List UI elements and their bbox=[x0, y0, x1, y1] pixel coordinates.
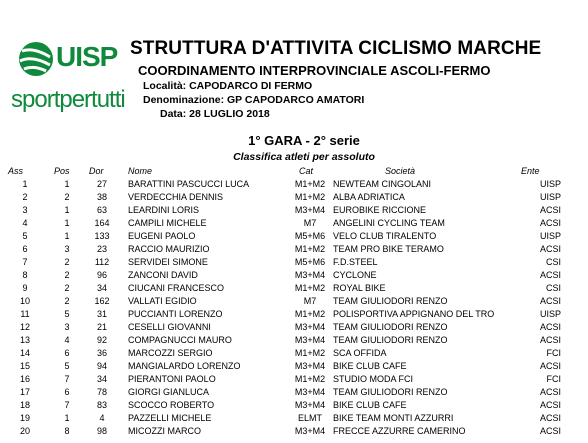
cell-ente: ACSI bbox=[539, 322, 561, 332]
cell-nome: ZANCONI DAVID bbox=[128, 270, 198, 280]
cell-nome: PAZZELLI MICHELE bbox=[128, 413, 212, 423]
col-soc: Società bbox=[385, 166, 416, 176]
cell-ass: 12 bbox=[19, 322, 30, 332]
cell-dor: 63 bbox=[96, 205, 107, 215]
cell-dor: 34 bbox=[96, 283, 107, 293]
cell-dor: 98 bbox=[96, 426, 107, 436]
cell-ass: 15 bbox=[19, 361, 30, 371]
cell-soc: BIKE CLUB CAFE bbox=[333, 400, 407, 410]
cell-cat: M7 bbox=[303, 296, 317, 306]
cell-cat: M1+M2 bbox=[294, 374, 326, 384]
cell-dor: 4 bbox=[99, 413, 105, 423]
cell-cat: M1+M2 bbox=[294, 283, 326, 293]
cell-ass: 9 bbox=[22, 283, 28, 293]
table-row bbox=[0, 309, 588, 322]
table-row bbox=[0, 192, 588, 205]
cell-dor: 38 bbox=[96, 192, 107, 202]
cell-soc: FRECCE AZZURRE CAMERINO bbox=[333, 426, 466, 436]
cell-cat: M3+M4 bbox=[294, 387, 326, 397]
cell-dor: 78 bbox=[96, 387, 107, 397]
cell-cat: M7 bbox=[303, 218, 317, 228]
cell-ass: 11 bbox=[20, 309, 30, 319]
cell-dor: 27 bbox=[96, 179, 107, 189]
cell-ente: UISP bbox=[539, 309, 561, 319]
cell-pos: 3 bbox=[64, 322, 70, 332]
cell-ente: CSI bbox=[545, 283, 561, 293]
cell-cat: M5+M6 bbox=[294, 231, 326, 241]
cell-soc: ALBA ADRIATICA bbox=[333, 192, 405, 202]
cell-cat: M1+M2 bbox=[294, 192, 326, 202]
cell-pos: 6 bbox=[64, 348, 70, 358]
table-row bbox=[0, 400, 588, 413]
cell-soc: ROYAL BIKE bbox=[333, 283, 386, 293]
cell-nome: CESELLI GIOVANNI bbox=[128, 322, 211, 332]
table-row bbox=[0, 361, 588, 374]
cell-nome: MARCOZZI SERGIO bbox=[128, 348, 213, 358]
cell-ente: ACSI bbox=[539, 205, 561, 215]
col-dor: Dor bbox=[89, 166, 104, 176]
event-date: Data: 28 LUGLIO 2018 bbox=[160, 108, 270, 120]
cell-dor: 164 bbox=[94, 218, 110, 228]
cell-cat: M1+M2 bbox=[294, 309, 326, 319]
cell-pos: 2 bbox=[64, 270, 70, 280]
document-title: STRUTTURA D'ATTIVITA CICLISMO MARCHE bbox=[130, 38, 542, 59]
cell-ente: ACSI bbox=[539, 426, 561, 436]
cell-ass: 3 bbox=[22, 205, 28, 215]
cell-nome: RACCIO MAURIZIO bbox=[128, 244, 210, 254]
col-nome: Nome bbox=[128, 166, 153, 176]
cell-nome: PUCCIANTI LORENZO bbox=[128, 309, 223, 319]
cell-pos: 7 bbox=[64, 400, 70, 410]
cell-nome: SCOCCO ROBERTO bbox=[128, 400, 215, 410]
table-row bbox=[0, 231, 588, 244]
cell-dor: 133 bbox=[94, 231, 110, 241]
cell-dor: 83 bbox=[96, 400, 107, 410]
table-row bbox=[0, 426, 588, 439]
cell-nome: CAMPILI MICHELE bbox=[128, 218, 207, 228]
logo-tagline: sportpertutti bbox=[11, 86, 125, 113]
cell-pos: 1 bbox=[64, 218, 70, 228]
table-row bbox=[0, 322, 588, 335]
cell-soc: F.D.STEEL bbox=[333, 257, 378, 267]
cell-soc: SCA OFFIDA bbox=[333, 348, 387, 358]
cell-ass: 1 bbox=[22, 179, 28, 189]
cell-soc: TEAM GIULIODORI RENZO bbox=[333, 335, 448, 345]
cell-ente: UISP bbox=[539, 179, 561, 189]
cell-nome: VALLATI EGIDIO bbox=[128, 296, 197, 306]
cell-soc: TEAM GIULIODORI RENZO bbox=[333, 322, 448, 332]
cell-cat: M3+M4 bbox=[294, 270, 326, 280]
cell-pos: 2 bbox=[64, 296, 70, 306]
cell-ass: 8 bbox=[22, 270, 28, 280]
cell-ente: ACSI bbox=[539, 335, 561, 345]
cell-pos: 5 bbox=[64, 309, 70, 319]
cell-nome: VERDECCHIA DENNIS bbox=[128, 192, 224, 202]
cell-ass: 6 bbox=[22, 244, 28, 254]
cell-soc: EUROBIKE RICCIONE bbox=[333, 205, 427, 215]
cell-cat: M1+M2 bbox=[294, 348, 326, 358]
cell-dor: 34 bbox=[96, 374, 107, 384]
race-title: 1° GARA - 2° serie bbox=[248, 133, 360, 148]
cell-cat: M3+M4 bbox=[294, 335, 326, 345]
table-row bbox=[0, 413, 588, 426]
cell-soc: BIKE CLUB CAFE bbox=[333, 361, 407, 371]
denominazione: Denominazione: GP CAPODARCO AMATORI bbox=[143, 94, 365, 106]
cell-cat: M3+M4 bbox=[294, 322, 326, 332]
cell-dor: 21 bbox=[96, 322, 107, 332]
table-row bbox=[0, 335, 588, 348]
table-row bbox=[0, 283, 588, 296]
cell-soc: CYCLONE bbox=[333, 270, 377, 280]
cell-cat: M3+M4 bbox=[294, 400, 326, 410]
logo-brand: UISP bbox=[56, 41, 118, 72]
cell-dor: 92 bbox=[96, 335, 107, 345]
cell-ente: UISP bbox=[539, 231, 561, 241]
cell-pos: 1 bbox=[64, 205, 70, 215]
cell-ass: 13 bbox=[19, 335, 30, 345]
cell-pos: 2 bbox=[64, 192, 70, 202]
col-cat: Cat bbox=[299, 166, 314, 176]
cell-soc: TEAM PRO BIKE TERAMO bbox=[333, 244, 444, 254]
cell-ass: 14 bbox=[19, 348, 30, 358]
col-pos: Pos bbox=[54, 166, 70, 176]
col-ente: Ente bbox=[521, 166, 540, 176]
cell-pos: 6 bbox=[64, 387, 70, 397]
cell-nome: PIERANTONI PAOLO bbox=[128, 374, 216, 384]
cell-pos: 2 bbox=[64, 283, 70, 293]
cell-pos: 2 bbox=[64, 257, 70, 267]
localita: Località: CAPODARCO DI FERMO bbox=[143, 80, 313, 92]
cell-cat: ELMT bbox=[297, 413, 322, 423]
cell-pos: 1 bbox=[64, 413, 70, 423]
cell-nome: EUGENI PAOLO bbox=[128, 231, 196, 241]
cell-dor: 96 bbox=[96, 270, 107, 280]
cell-ass: 20 bbox=[19, 426, 30, 436]
cell-ass: 2 bbox=[22, 192, 28, 202]
cell-ass: 18 bbox=[19, 400, 30, 410]
cell-soc: NEWTEAM CINGOLANI bbox=[333, 179, 432, 189]
cell-dor: 162 bbox=[94, 296, 110, 306]
cell-soc: TEAM GIULIODORI RENZO bbox=[333, 387, 448, 397]
cell-cat: M5+M6 bbox=[294, 257, 326, 267]
cell-nome: MICOZZI MARCO bbox=[128, 426, 201, 436]
table-row bbox=[0, 296, 588, 309]
cell-pos: 3 bbox=[64, 244, 70, 254]
cell-pos: 1 bbox=[64, 231, 70, 241]
cell-pos: 8 bbox=[64, 426, 70, 436]
cell-ass: 17 bbox=[19, 387, 30, 397]
cell-ass: 16 bbox=[19, 374, 30, 384]
cell-ente: FCI bbox=[546, 348, 561, 358]
cell-soc: STUDIO MODA FCI bbox=[333, 374, 414, 384]
cell-nome: COMPAGNUCCI MAURO bbox=[128, 335, 232, 345]
cell-ente: CSI bbox=[545, 257, 561, 267]
cell-soc: POLISPORTIVA APPIGNANO DEL TRO bbox=[333, 309, 495, 319]
table-row bbox=[0, 179, 588, 192]
cell-ass: 4 bbox=[22, 218, 28, 228]
cell-pos: 5 bbox=[64, 361, 70, 371]
cell-nome: SERVIDEI SIMONE bbox=[128, 257, 208, 267]
cell-ente: ACSI bbox=[539, 244, 561, 254]
cell-ente: ACSI bbox=[539, 218, 561, 228]
cell-ente: UISP bbox=[539, 192, 561, 202]
cell-nome: CIUCANI FRANCESCO bbox=[128, 283, 225, 293]
table-row bbox=[0, 374, 588, 387]
cell-soc: BIKE TEAM MONTI AZZURRI bbox=[333, 413, 454, 423]
cell-dor: 23 bbox=[96, 244, 107, 254]
cell-nome: BARATTINI PASCUCCI LUCA bbox=[128, 179, 250, 189]
table-row bbox=[0, 348, 588, 361]
cell-ass: 10 bbox=[19, 296, 30, 306]
cell-cat: M3+M4 bbox=[294, 205, 326, 215]
cell-soc: VELO CLUB TIRALENTO bbox=[333, 231, 437, 241]
table-row bbox=[0, 257, 588, 270]
cell-ass: 19 bbox=[19, 413, 30, 423]
table-row bbox=[0, 387, 588, 400]
cell-pos: 7 bbox=[64, 374, 70, 384]
table-row bbox=[0, 244, 588, 257]
cell-ente: ACSI bbox=[539, 413, 561, 423]
cell-cat: M1+M2 bbox=[294, 179, 326, 189]
cell-nome: LEARDINI LORIS bbox=[128, 205, 200, 215]
cell-dor: 112 bbox=[94, 257, 110, 267]
cell-ente: ACSI bbox=[539, 387, 561, 397]
cell-ente: ACSI bbox=[539, 296, 561, 306]
cell-dor: 31 bbox=[96, 309, 107, 319]
cell-ente: FCI bbox=[546, 374, 561, 384]
cell-ente: ACSI bbox=[539, 270, 561, 280]
cell-nome: MANGIALARDO LORENZO bbox=[128, 361, 241, 371]
cell-cat: M1+M2 bbox=[294, 244, 326, 254]
cell-soc: TEAM GIULIODORI RENZO bbox=[333, 296, 448, 306]
cell-ente: ACSI bbox=[539, 361, 561, 371]
cell-ente: ACSI bbox=[539, 400, 561, 410]
table-row bbox=[0, 205, 588, 218]
classifica-title: Classifica atleti per assoluto bbox=[233, 151, 375, 163]
cell-dor: 94 bbox=[96, 361, 107, 371]
cell-cat: M3+M4 bbox=[294, 361, 326, 371]
cell-cat: M3+M4 bbox=[294, 426, 326, 436]
table-row bbox=[0, 270, 588, 283]
cell-ass: 7 bbox=[22, 257, 28, 267]
cell-pos: 1 bbox=[64, 179, 70, 189]
cell-pos: 4 bbox=[64, 335, 70, 345]
cell-dor: 36 bbox=[96, 348, 107, 358]
cell-soc: ANGELINI CYCLING TEAM bbox=[333, 218, 445, 228]
cell-ass: 5 bbox=[22, 231, 28, 241]
col-ass: Ass bbox=[8, 166, 24, 176]
cell-nome: GIORGI GIANLUCA bbox=[128, 387, 210, 397]
document-subtitle: COORDINAMENTO INTERPROVINCIALE ASCOLI-FERMO bbox=[138, 63, 491, 78]
table-row bbox=[0, 218, 588, 231]
